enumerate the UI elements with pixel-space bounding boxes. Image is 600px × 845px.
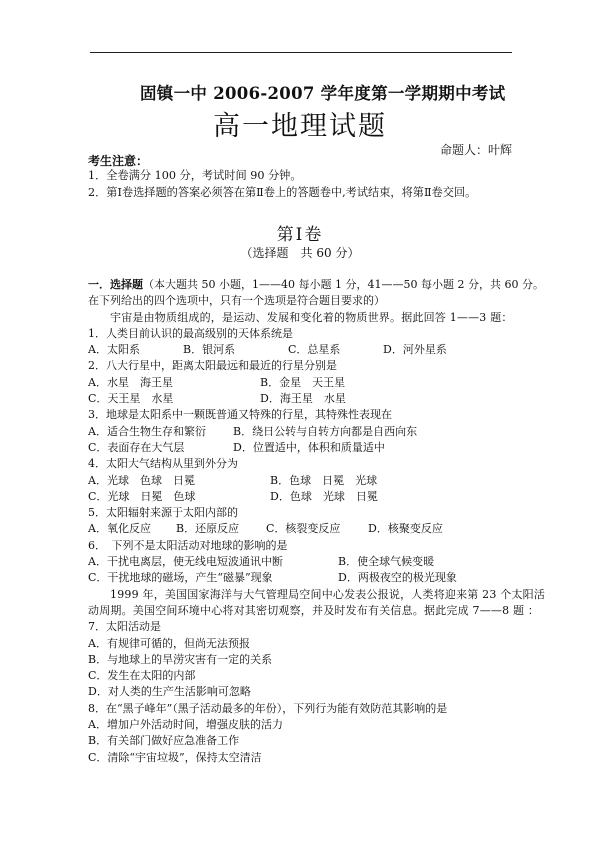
question-6-options-row2 [88,570,518,586]
option-a: A．氧化反应 [88,522,151,536]
intro-passage-2-line1: 1999 年，美国国家海洋与大气管理局空间中心发表公报说，人类将迎来第 23 个太阳活 [110,587,546,601]
option-a: A．适合生物生存和繁衍 [88,424,206,438]
question-2-options-row1 [88,375,518,391]
option-b: B．色球 日冕 光球 [270,473,378,487]
question-3-stem: 3．地球是太阳系中一颗既普通又特殊的行星，其特殊性表现在 [88,408,392,422]
question-4-stem: 4．太阳大气结构从里到外分为 [88,457,238,471]
question-5-stem: 5．太阳辐射来源于太阳内部的 [88,506,238,520]
question-6-options-row1 [88,554,518,570]
option-d: D．海王星 水星 [260,392,346,406]
question-8-stem: 8．在“黑子峰年”（黑子活动最多的年份），下列行为能有效防范其影响的是 [88,701,448,715]
author-line: 命题人：叶辉 [440,143,513,157]
option-c: C．天王星 水星 [88,392,174,406]
option-a: A．干扰电离层，使无线电短波通讯中断 [88,555,283,569]
option-c: C．表面存在大气层 [88,440,185,454]
option-b: B．绕日公转与自转方向都是自西向东 [233,424,418,438]
notice-item-1: 1．全卷满分 100 分，考试时间 90 分钟。 [88,169,302,182]
header-rule [90,52,512,53]
option-b: B．有关部门做好应急准备工作 [88,734,240,748]
question-4-options-row1 [88,473,518,489]
question-4-options-row2 [88,489,518,505]
option-b: B．银河系 [183,343,236,357]
option-b: B．与地球上的旱涝灾害有一定的关系 [88,652,273,666]
option-a: A．太阳系 [88,343,140,357]
question-6-stem: 6． 下列不是太阳活动对地球的影响的是 [88,538,288,552]
part-title: 第Ⅰ卷 [276,225,324,245]
option-c: C．光球 日冕 色球 [88,489,196,503]
question-section [88,277,546,766]
option-a: A．增加户外活动时间，增强皮肤的活力 [88,718,283,732]
question-5-options [88,521,518,537]
option-c: C．总星系 [288,343,341,357]
option-a: A．有规律可循的，但尚无法预报 [88,636,250,650]
option-c: C．核裂变反应 [266,522,341,536]
part-subtitle: （选择题 共 60 分） [240,246,360,260]
question-7-stem: 7．太阳活动是 [88,620,161,634]
section-heading [88,277,544,293]
question-3-options-row1 [88,424,518,440]
section-heading-line2: 在下列给出的四个选项中，只有一个选项是符合题目要求的） [88,294,385,308]
intro-passage-1: 宇宙是由物质组成的，是运动、发展和变化着的物质世界。据此回答 1——3 题： [110,310,513,324]
option-c: C．干扰地球的磁场，产生“磁暴”现象 [88,571,273,585]
option-d: D．色球 光球 日冕 [270,489,378,503]
option-b: B．使全球气候变暖 [338,555,435,569]
option-c: C．发生在太阳的内部 [88,669,196,683]
subject-title: 高一地理试题 [213,111,387,142]
section-heading-rest: （本大题共 50 小题，1——40 每小题 1 分，41——50 每小题 2 分，共 60 分。 [143,278,544,291]
question-1-options [88,342,518,358]
option-d: D．河外星系 [383,343,447,357]
option-a: A．水星 海王星 [88,375,173,389]
option-d: D．核聚变反应 [368,522,443,536]
option-c: C．清除“宇宙垃圾”，保持太空清洁 [88,750,262,764]
question-3-options-row2 [88,440,518,456]
option-d: D．两极夜空的极光现象 [338,571,457,585]
section-heading-bold: 一．选择题 [88,278,143,291]
intro-passage-2-line2: 动周期。美国空间环境中心将对其密切观察，并及时发布有关信息。据此完成 7——8 题 ： [88,603,540,617]
option-d: D．对人类的生产生活影响可忽略 [88,685,251,699]
option-a: A．光球 色球 日冕 [88,473,195,487]
question-2-options-row2 [88,391,518,407]
exam-title: 固镇一中 2006-2007 学年度第一学期期中考试 [140,84,506,103]
option-d: D．位置适中，体积和质量适中 [233,440,385,454]
question-1-stem: 1．人类目前认识的最高级别的天体系统是 [88,326,293,340]
notice-item-2: 2．第Ⅰ卷选择题的答案必须答在第Ⅱ卷上的答题卷中,考试结束，将第Ⅱ卷交回。 [88,186,477,199]
notice-title: 考生注意： [88,154,149,168]
option-b: B．金星 天王星 [260,375,346,389]
option-b: B．还原反应 [176,522,240,536]
question-2-stem: 2．八大行星中，距离太阳最远和最近的行星分别是 [88,359,337,373]
